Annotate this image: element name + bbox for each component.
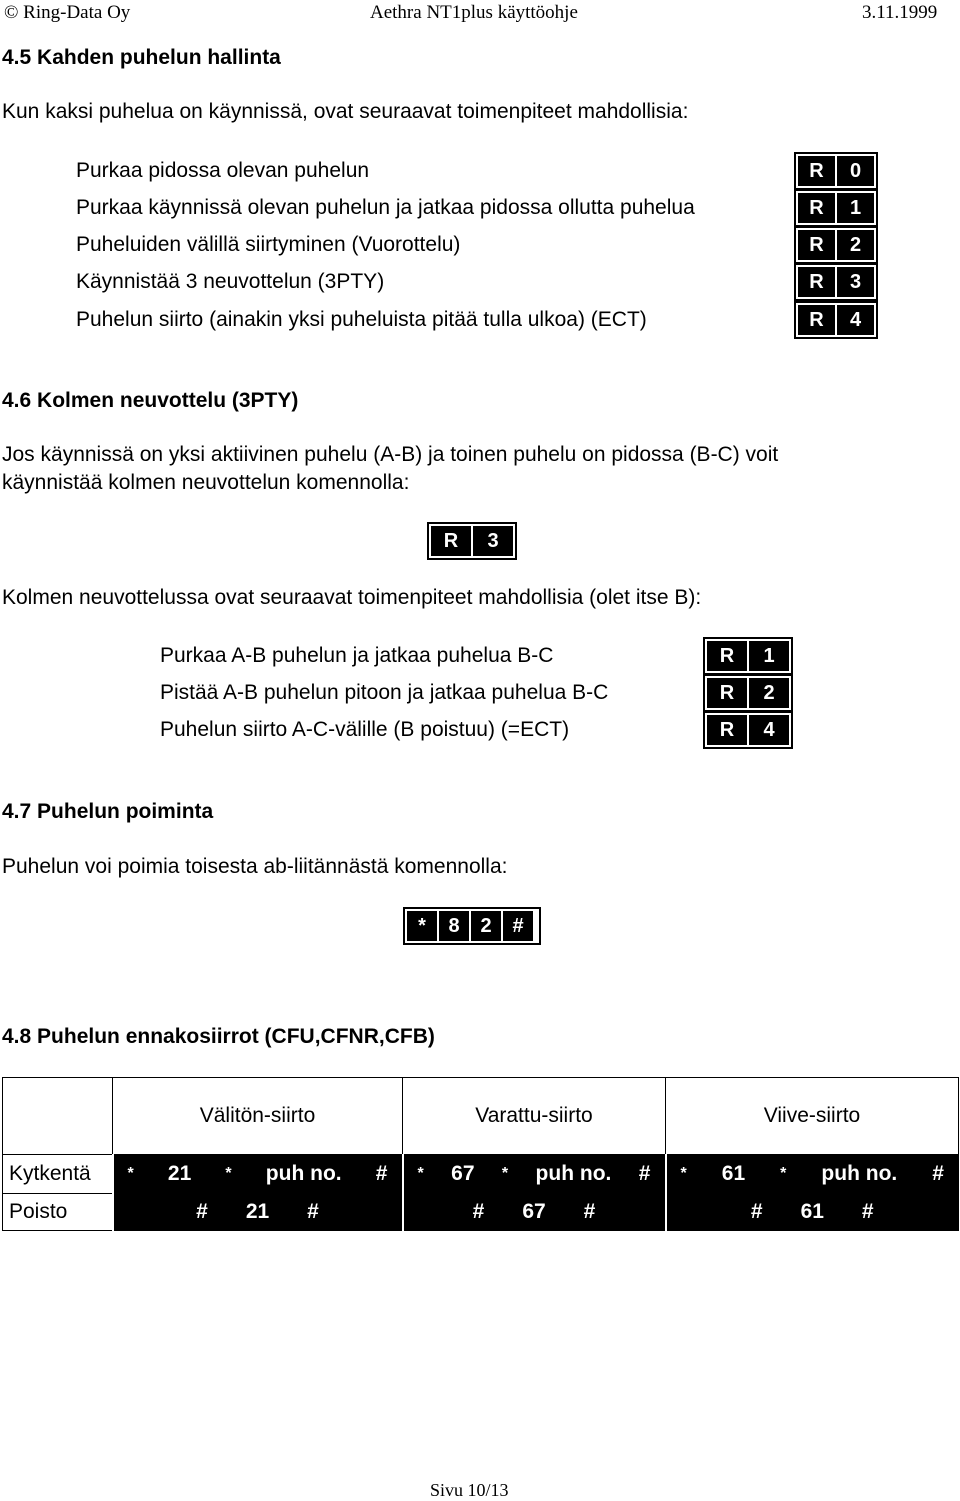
table-header-row bbox=[3, 1078, 959, 1155]
row-label: Poisto bbox=[3, 1194, 113, 1231]
code-part: # bbox=[196, 1200, 208, 1223]
s47-command-key-block bbox=[403, 907, 541, 945]
section-4-5-intro: Kun kaksi puhelua on käynnissä, ovat seuraavat toimenpiteet mahdollisia: bbox=[2, 100, 689, 123]
code-part: 21 bbox=[167, 1162, 192, 1185]
code-cell bbox=[403, 1155, 666, 1194]
table-row bbox=[3, 1194, 959, 1231]
s46-item-text: Pistää A-B puhelun pitoon ja jatkaa puhelua B-C bbox=[160, 681, 609, 704]
s45-item-text: Purkaa käynnissä olevan puhelun ja jatkaa pidossa ollutta puhelua bbox=[76, 196, 695, 219]
table-corner-cell bbox=[3, 1078, 113, 1155]
code-part: # bbox=[932, 1162, 944, 1185]
section-4-6-title: 4.6 Kolmen neuvottelu (3PTY) bbox=[2, 389, 299, 412]
code-part: # bbox=[472, 1200, 485, 1223]
header-left: © Ring-Data Oy bbox=[4, 2, 131, 23]
section-4-8-title: 4.8 Puhelun ennakosiirrot (CFU,CFNR,CFB) bbox=[2, 1025, 435, 1048]
code-part: # bbox=[307, 1200, 319, 1223]
key-digit: 4 bbox=[837, 305, 874, 335]
call-forwarding-table bbox=[2, 1077, 959, 1231]
column-header: Välitön-siirto bbox=[113, 1078, 403, 1155]
key-digit: 1 bbox=[749, 641, 789, 671]
code-cell bbox=[666, 1155, 959, 1194]
code-part: # bbox=[375, 1162, 388, 1185]
code-part: puh no. bbox=[535, 1162, 612, 1185]
key-digit: 3 bbox=[837, 267, 874, 297]
s45-key-block bbox=[794, 226, 878, 264]
s46-item-text: Puhelun siirto A-C-välille (B poistuu) (=ECT) bbox=[160, 718, 570, 741]
key-digit: 2 bbox=[749, 678, 789, 708]
code-part: 61 bbox=[721, 1162, 746, 1185]
code-part: 67 bbox=[451, 1162, 475, 1185]
s45-item-text: Purkaa pidossa olevan puhelun bbox=[76, 159, 370, 182]
s46-key-block bbox=[703, 637, 793, 675]
s45-item-text: Puheluiden välillä siirtyminen (Vuorottelu) bbox=[76, 233, 461, 256]
code-cell bbox=[113, 1194, 403, 1231]
code-part: * bbox=[501, 1165, 509, 1182]
key-r: R bbox=[798, 193, 835, 223]
code-part: 21 bbox=[245, 1200, 270, 1223]
code-cell bbox=[403, 1194, 666, 1231]
key-digit: 2 bbox=[471, 911, 501, 941]
s45-item-text: Käynnistää 3 neuvottelun (3PTY) bbox=[76, 270, 385, 293]
key-r: R bbox=[798, 305, 835, 335]
code-part: 67 bbox=[522, 1200, 546, 1223]
table-row bbox=[3, 1155, 959, 1194]
key-r: R bbox=[707, 715, 747, 745]
key-star: * bbox=[407, 911, 437, 941]
column-header: Viive-siirto bbox=[666, 1078, 959, 1155]
code-part: puh no. bbox=[265, 1162, 342, 1185]
s46-item-text: Purkaa A-B puhelun ja jatkaa puhelua B-C bbox=[160, 644, 554, 667]
header-title: Aethra NT1plus käyttöohje bbox=[370, 2, 578, 23]
s45-item-text: Puhelun siirto (ainakin yksi puheluista pitää tulla ulkoa) (ECT) bbox=[76, 308, 647, 331]
code-part: * bbox=[680, 1165, 687, 1182]
column-header: Varattu-siirto bbox=[403, 1078, 666, 1155]
section-4-7-intro: Puhelun voi poimia toisesta ab-liitännästä komennolla: bbox=[2, 855, 508, 878]
code-part: * bbox=[127, 1165, 134, 1182]
s46-key-block bbox=[703, 674, 793, 712]
section-4-6-intro-line1: Jos käynnissä on yksi aktiivinen puhelu (A-B) ja toinen puhelu on pidossa (B-C) voit bbox=[2, 443, 779, 466]
code-part: * bbox=[780, 1165, 787, 1182]
key-digit: 4 bbox=[749, 715, 789, 745]
section-4-5-title: 4.5 Kahden puhelun hallinta bbox=[2, 46, 281, 69]
code-cell bbox=[666, 1194, 959, 1231]
code-part: # bbox=[583, 1200, 596, 1223]
section-4-7-title: 4.7 Puhelun poiminta bbox=[2, 800, 214, 823]
code-cell bbox=[113, 1155, 403, 1194]
code-part: * bbox=[225, 1165, 232, 1182]
key-r: R bbox=[707, 678, 747, 708]
key-digit: 3 bbox=[473, 526, 513, 556]
code-part: # bbox=[861, 1200, 874, 1223]
key-r: R bbox=[798, 267, 835, 297]
s46-key-block bbox=[703, 711, 793, 749]
key-r: R bbox=[798, 230, 835, 260]
header-date: 3.11.1999 bbox=[862, 2, 938, 23]
key-r: R bbox=[707, 641, 747, 671]
s45-key-block bbox=[794, 301, 878, 339]
code-part: # bbox=[750, 1200, 763, 1223]
key-r: R bbox=[431, 526, 471, 556]
code-part: puh no. bbox=[821, 1162, 898, 1185]
s46-command-key-block bbox=[427, 522, 517, 560]
key-digit: 8 bbox=[439, 911, 469, 941]
key-digit: 0 bbox=[837, 156, 874, 186]
section-4-6-ops-intro: Kolmen neuvottelussa ovat seuraavat toimenpiteet mahdollisia (olet itse B): bbox=[2, 586, 702, 609]
page-number: Sivu 10/13 bbox=[430, 1480, 509, 1500]
key-digit: 1 bbox=[837, 193, 874, 223]
s45-key-block bbox=[794, 152, 878, 190]
s45-key-block bbox=[794, 189, 878, 227]
key-r: R bbox=[798, 156, 835, 186]
s45-key-block bbox=[794, 263, 878, 301]
key-digit: 2 bbox=[837, 230, 874, 260]
section-4-6-intro-line2: käynnistää kolmen neuvottelun komennolla: bbox=[2, 471, 410, 494]
code-part: # bbox=[638, 1162, 651, 1185]
code-part: * bbox=[417, 1165, 424, 1182]
code-part: 61 bbox=[800, 1200, 824, 1223]
row-label: Kytkentä bbox=[3, 1155, 113, 1194]
key-hash: # bbox=[503, 911, 533, 941]
